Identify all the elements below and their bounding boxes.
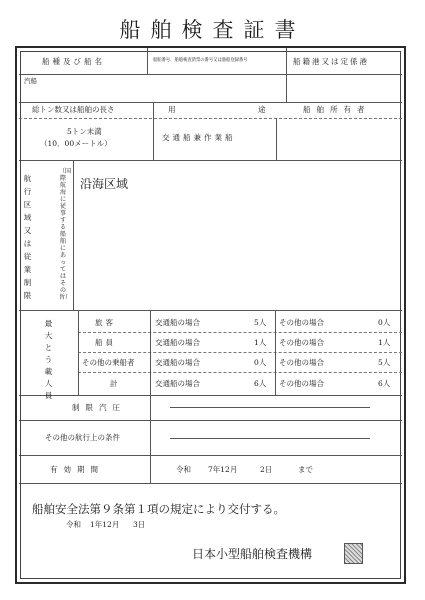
issuance-date: 1年12月 [90, 520, 120, 529]
rule-name-row [19, 102, 402, 103]
cap-row-3-case1: 交通船の場合 [155, 358, 200, 367]
cap-row-4-case2: その他の場合 [279, 379, 324, 388]
nav-note: （国際航海に従事する船舶にあってはその旨） [59, 168, 72, 301]
issuance-day: 3日 [133, 520, 146, 529]
issuance-era: 令和 [66, 520, 81, 529]
col-validity [150, 455, 151, 483]
cap-row-3-count2: 5人 [378, 358, 391, 367]
col-header-2 [286, 48, 287, 102]
ship-name: 汽船 [24, 77, 37, 85]
header-ship-type-name: 船種及び船名 [42, 57, 105, 66]
rule-validity-top [19, 455, 402, 456]
cap-row-3-case2: その他の場合 [279, 358, 324, 367]
cap-row-1-case1: 交通船の場合 [155, 318, 200, 327]
gross-value-2: （10．00メートル） [40, 139, 112, 148]
cap-row-4-count1: 6人 [254, 379, 267, 388]
col-cap-case [150, 310, 151, 395]
cap-row-2-case1: 交通船の場合 [155, 338, 200, 347]
col-cap-other [275, 310, 276, 395]
cap-row-4-label: 計 [110, 379, 118, 388]
validity-era: 令和 [176, 465, 191, 474]
rule-gross-row [19, 118, 402, 119]
rule-cap-2 [78, 352, 402, 353]
cap-row-1-count2: 0人 [378, 318, 391, 327]
cap-row-4-count2: 6人 [378, 379, 391, 388]
validity-label: 有効期間 [50, 465, 104, 474]
cap-row-2-count1: 1人 [254, 338, 267, 347]
col-gross [153, 102, 154, 160]
seal-stamp [344, 543, 363, 564]
nav-area: 沿海区域 [80, 177, 129, 191]
col-use [276, 118, 277, 160]
conditions-blank-line [170, 438, 370, 439]
rule-cap-3 [78, 372, 402, 373]
conditions-label: その他の航行上の条件 [45, 433, 120, 442]
gross-value-1: 5トン未満 [67, 127, 102, 136]
rule-conditions-top [19, 420, 402, 421]
cap-row-3-label: その他の乗船者 [82, 358, 135, 367]
rule-capacity-top [19, 310, 402, 311]
rule-nav-top [19, 160, 402, 161]
validity-date: 7年12月 [208, 465, 238, 474]
issuance-statement: 船舶安全法第９条第１項の規定により交付する。 [32, 502, 285, 516]
rule-validity-bottom [19, 483, 402, 484]
rule-cap-1 [78, 332, 402, 333]
rule-header [19, 74, 402, 75]
gross-label: 総トン数又は船舶の長さ [32, 105, 115, 114]
validity-day: 2日 [260, 465, 273, 474]
validity-until: まで [298, 465, 313, 474]
cap-row-1-count1: 5人 [254, 318, 267, 327]
owner-label: 船舶所有者 [303, 105, 371, 114]
nav-label: 航行区域又は従業制限 [23, 174, 32, 300]
cap-row-3-count1: 0人 [254, 358, 267, 367]
use-label-2: 途 [258, 105, 266, 114]
use-label: 用 [168, 105, 176, 114]
cap-row-4-case1: 交通船の場合 [155, 379, 200, 388]
col-nav [73, 160, 74, 310]
use-value: 交通船兼作業船 [162, 133, 236, 142]
header-port: 船籍港又は定係港 [293, 57, 369, 66]
capacity-label: 最大とう載人員 [44, 319, 53, 400]
cap-row-1-case2: その他の場合 [279, 318, 324, 327]
cap-row-1-label: 旅客 [95, 318, 116, 327]
cap-row-2-case2: その他の場合 [279, 338, 324, 347]
cap-row-2-label: 船員 [95, 338, 116, 347]
col-header-1 [147, 48, 148, 74]
page-title: 船舶検査証書 [119, 18, 306, 42]
pressure-blank-line [170, 407, 370, 408]
header-ship-number: 船舶番号、船舶検査済票の番号又は漁船登録番号 [153, 58, 248, 63]
cap-row-2-count2: 1人 [378, 338, 391, 347]
rule-pressure-top [19, 395, 402, 396]
col-limits [150, 395, 151, 455]
col-cap-label [78, 310, 79, 395]
issuer-name: 日本小型船舶検査機構 [192, 547, 313, 561]
pressure-label: 制限汽圧 [72, 403, 126, 412]
